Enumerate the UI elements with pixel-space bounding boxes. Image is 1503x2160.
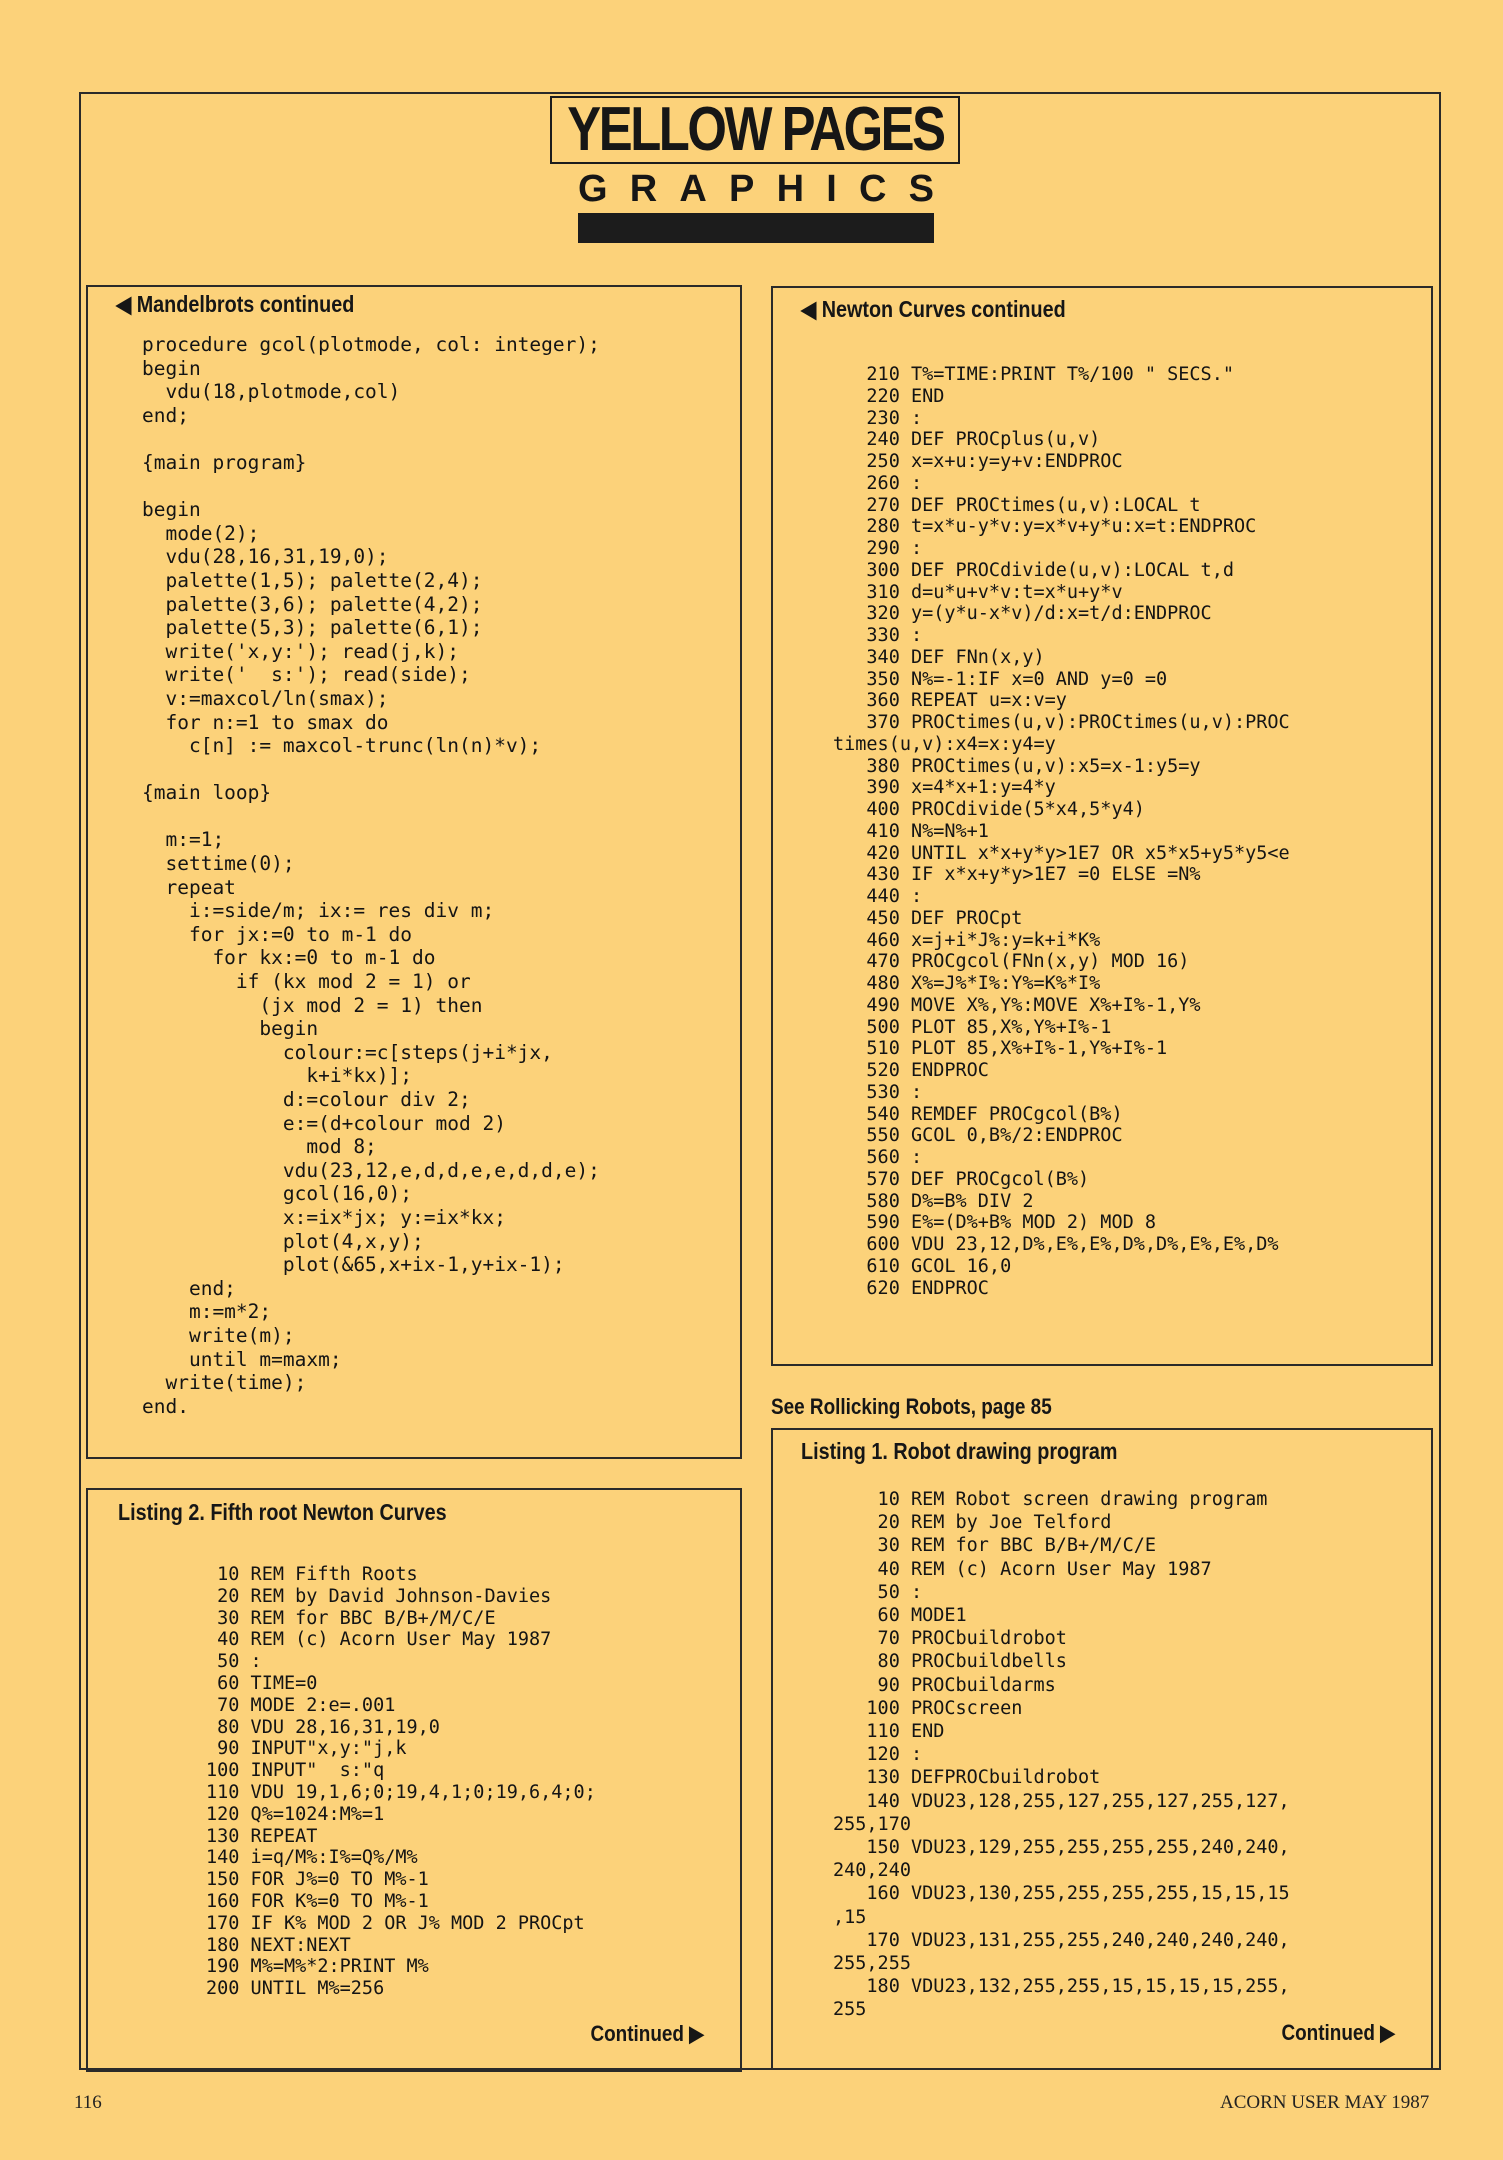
subtitle-letter: H [776, 168, 805, 210]
subtitle-letter: R [629, 168, 658, 210]
magazine-issue: ACORN USER MAY 1987 [1220, 2092, 1430, 2113]
subtitle-letter: S [908, 168, 934, 210]
subtitle-letter: P [729, 168, 755, 210]
section-title: YELLOW PAGES [566, 95, 944, 164]
listing1-code: 10 REM Robot screen drawing program 20 REM by Joe Telford 30 REM for BBC B/B+/M/C/E 40 REM (c) Acorn User May 1987 50 : 60 MODE1 70 PROCbuildrobot 80 PROCbuildbells 90 PROCbuildarms 100 PROCscreen 110 END 120 : 130 DEFPROCbuildrobot 140 VDU23,128,255,127,255,127,255,127, 255,170 150 VDU23,129,255,255,255,255,240,240, 240,240 160 VDU23,130,255,255,255,255,15,15,15 ,15 170 VDU23,131,255,255,240,240,240,240, 255,255 180 VDU23,132,255,255,15,15,15,15,255, 255 [833, 1489, 1290, 2021]
section-title-box [550, 96, 960, 164]
subtitle-letter: I [826, 168, 837, 210]
listing2-box [86, 1488, 742, 2072]
see-reference: See Rollicking Robots, page 85 [771, 1394, 1052, 1419]
listing1-box [771, 1428, 1433, 2070]
listing2-heading: Listing 2. Fifth root Newton Curves [118, 1499, 447, 1525]
subtitle-letter: G [578, 168, 608, 210]
listing2-code: 10 REM Fifth Roots 20 REM by David Johnson-Davies 30 REM for BBC B/B+/M/C/E 40 REM (c) Acorn User May 1987 50 : 60 TIME=0 70 MODE 2:e=.001 80 VDU 28,16,31,19,0 90 INPUT"x,y:"j,k 100 INPUT" s:"q 110 VDU 19,1,6;0;19,4,1;0;19,6,4;0; 120 Q%=1024:M%=1 130 REPEAT 140 i=q/M%:I%=Q%/M% 150 FOR J%=0 TO M%-1 160 FOR K%=0 TO M%-1 170 IF K% MOD 2 OR J% MOD 2 PROCpt 180 NEXT:NEXT 190 M%=M%*2:PRINT M% 200 UNTIL M%=256 [206, 1564, 596, 2000]
listing2-continued-link[interactable]: Continued ▶ [590, 2021, 704, 2046]
mandelbrot-code: procedure gcol(plotmode, col: integer); begin vdu(18,plotmode,col) end; {main program} begin mode(2); vdu(28,16,31,19,0); palette(1,5); palette(2,4); palette(3,6); palette(4,2); palette(5,3); palette(6,1); write('x,y:'); read(j,k); write(' s:'); read(side); v:=maxcol/ln(smax); for n:=1 to smax do c[n] := maxcol-trunc(ln(n)*v); {main loop} m:=1; settime(0); repeat i:=side/m; ix:= res div m; for jx:=0 to m-1 do for kx:=0 to m-1 do if (kx mod 2 = 1) or (jx mod 2 = 1) then begin colour:=c[steps(j+i*jx, k+i*kx)]; d:=colour div 2; e:=(d+colour mod 2) mod 8; vdu(23,12,e,d,d,e,e,d,d,e); gcol(16,0); x:=ix*jx; y:=ix*kx; plot(4,x,y); plot(&65,x+ix-1,y+ix-1); end; m:=m*2; write(m); until m=maxm; write(time); end. [142, 333, 600, 1418]
subtitle-letter: A [679, 168, 707, 210]
mandelbrot-heading: ◀ Mandelbrots continued [116, 291, 355, 317]
newton-code: 210 T%=TIME:PRINT T%/100 " SECS." 220 END 230 : 240 DEF PROCplus(u,v) 250 x=x+u:y=y+v:ENDPROC 260 : 270 DEF PROCtimes(u,v):LOCAL t 280 t=x*u-y*v:y=x*v+y*u:x=t:ENDPROC 290 : 300 DEF PROCdivide(u,v):LOCAL t,d 310 d=u*u+v*v:t=x*u+y*v 320 y=(y*u-x*v)/d:x=t/d:ENDPROC 330 : 340 DEF FNn(x,y) 350 N%=-1:IF x=0 AND y=0 =0 360 REPEAT u=x:v=y 370 PROCtimes(u,v):PROCtimes(u,v):PROC times(u,v):x4=x:y4=y 380 PROCtimes(u,v):x5=x-1:y5=y 390 x=4*x+1:y=4*y 400 PROCdivide(5*x4,5*y4) 410 N%=N%+1 420 UNTIL x*x+y*y>1E7 OR x5*x5+y5*y5<e 430 IF x*x+y*y>1E7 =0 ELSE =N% 440 : 450 DEF PROCpt 460 x=j+i*J%:y=k+i*K% 470 PROCgcol(FNn(x,y) MOD 16) 480 X%=J%*I%:Y%=K%*I% 490 MOVE X%,Y%:MOVE X%+I%-1,Y% 500 PLOT 85,X%,Y%+I%-1 510 PLOT 85,X%+I%-1,Y%+I%-1 520 ENDPROC 530 : 540 REMDEF PROCgcol(B%) 550 GCOL 0,B%/2:ENDPROC 560 : 570 DEF PROCgcol(B%) 580 D%=B% DIV 2 590 E%=(D%+B% MOD 2) MOD 8 600 VDU 23,12,D%,E%,E%,D%,D%,E%,E%,D% 610 GCOL 16,0 620 ENDPROC [833, 364, 1290, 1299]
newton-listing-box [771, 286, 1433, 1366]
mandelbrot-listing-box [86, 285, 742, 1459]
subtitle-letter: C [858, 168, 887, 210]
subtitle-bar [578, 213, 934, 243]
section-subtitle [578, 170, 934, 208]
page-number: 116 [74, 2092, 102, 2113]
newton-heading: ◀ Newton Curves continued [801, 296, 1066, 322]
listing1-heading: Listing 1. Robot drawing program [801, 1438, 1118, 1464]
listing1-continued-link[interactable]: Continued ▶ [1281, 2020, 1395, 2045]
